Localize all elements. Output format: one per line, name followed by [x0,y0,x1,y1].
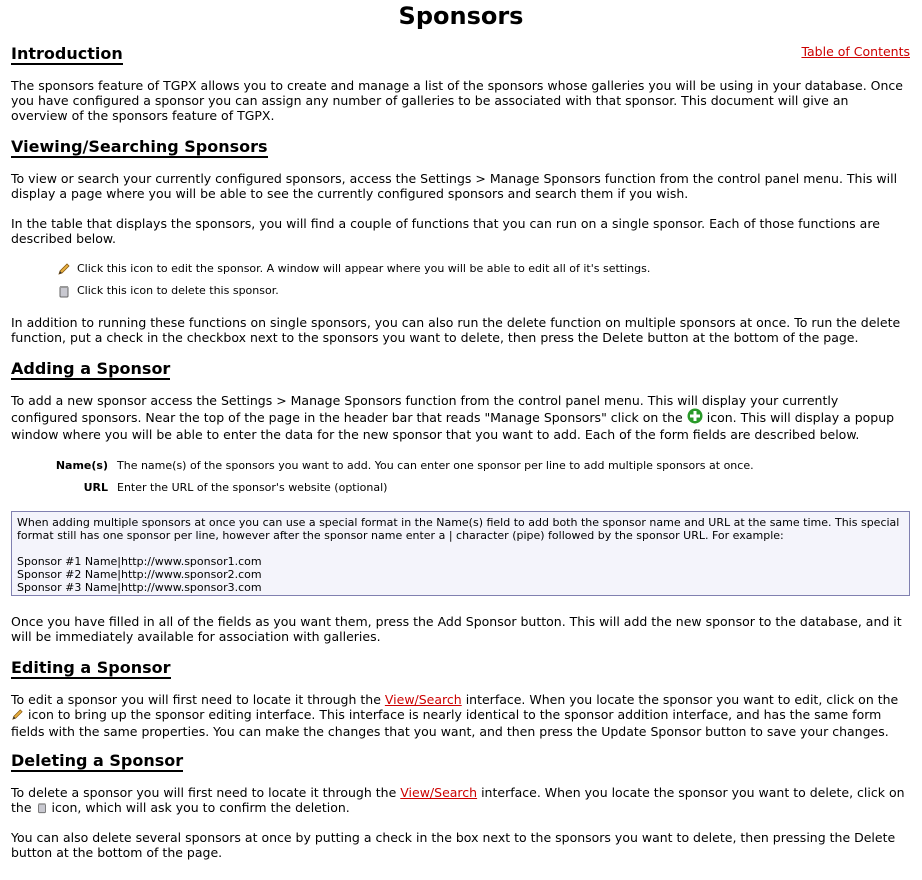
field-label-names: Name(s) [55,459,108,472]
edit-function-row [57,262,650,276]
green-plus-icon[interactable] [687,408,703,427]
view-search-link[interactable]: View/Search [384,692,462,707]
page-title: Sponsors [398,2,524,30]
deleting-paragraph-1 [11,785,907,817]
example-line: Sponsor #3 Name|http://www.sponsor3.com [17,581,262,594]
pencil-edit-icon[interactable] [57,262,71,276]
adding-paragraph-2: Once you have filled in all of the fields as you want them, press the Add Sponsor button. This will add the new sponsor to the database, and it will be immediately available for association with galleries. [11,614,902,644]
pencil-edit-icon[interactable] [11,708,24,724]
deleting-text-part-2: interface. When you locate the sponsor you want to delete, click on the [11,785,905,815]
field-desc-names: The name(s) of the sponsors you want to add. You can enter one sponsor per line to add multiple sponsors at once. [117,459,754,472]
trash-can-icon[interactable] [57,284,71,298]
adding-paragraph-1 [11,393,907,442]
adding-text-part-2: icon. This will display a popup window where you will be able to enter the data for the new sponsor that you want to add. Each of the form fields are described below. [11,410,895,442]
deleting-text-part-1: To delete a sponsor you will first need to locate it through the [11,785,397,800]
introduction-heading: Introduction [11,44,123,63]
viewing-searching-heading: Viewing/Searching Sponsors [11,137,268,156]
viewing-paragraph-3: In addition to running these functions on single sponsors, you can also run the delete function on multiple sponsors at once. To run the delete function, put a check in the checkbox next to the sponsors you want to delete, then press the Delete button at the bottom of the page. [11,315,901,345]
viewing-paragraph-1: To view or search your currently configured sponsors, access the Settings > Manage Sponsors function from the control panel menu. This will display a page where you will be able to see the currently configured sponsors and search them if you wish. [11,171,898,201]
deleting-heading: Deleting a Sponsor [11,751,184,770]
example-line: Sponsor #2 Name|http://www.sponsor2.com [17,568,262,581]
adding-text-part-1: To add a new sponsor access the Settings > Manage Sponsors function from the control panel menu. This will display your currently configured sponsors. Near the top of the page in the header bar that reads "Manage Sponsors" click on the [11,393,839,425]
deleting-text-part-3: icon, which will ask you to confirm the deletion. [51,800,350,815]
field-desc-url: Enter the URL of the sponsor's website (optional) [117,481,388,494]
delete-function-description: Click this icon to delete this sponsor. [77,284,279,297]
editing-paragraph [11,692,907,739]
adding-heading: Adding a Sponsor [11,359,171,378]
delete-function-row [57,284,279,298]
view-search-link[interactable]: View/Search [400,785,478,800]
multiple-sponsors-note [11,511,910,596]
example-line: Sponsor #1 Name|http://www.sponsor1.com [17,555,262,568]
deleting-paragraph-2: You can also delete several sponsors at once by putting a check in the box next to the sponsors you want to delete, then pressing the Delete button at the bottom of the page. [11,830,896,860]
edit-function-description: Click this icon to edit the sponsor. A window will appear where you will be able to edit all of it's settings. [77,262,651,275]
table-of-contents-link[interactable]: Table of Contents [801,44,910,59]
editing-text-part-3: icon to bring up the sponsor editing interface. This interface is nearly identical to the sponsor addition interface, and has the same form fields with the same properties. You can make the changes that you want, and then press the Update Sponsor button to save your changes. [11,707,889,739]
note-text: When adding multiple sponsors at once you can use a special format in the Name(s) field to add both the sponsor name and URL at the same time. This special format still has one sponsor per line, however after the sponsor name enter a | character (pipe) followed by the sponsor URL. For example: [17,516,900,542]
field-label-url: URL [83,481,108,494]
trash-can-icon[interactable] [36,801,48,817]
introduction-text: The sponsors feature of TGPX allows you to create and manage a list of the sponsors whose galleries you will be using in your database. Once you have configured a sponsor you can assign any number of galleries to be associated with that sponsor. This document will give an overview of the sponsors feature of TGPX. [11,78,903,123]
editing-heading: Editing a Sponsor [11,658,171,677]
viewing-paragraph-2: In the table that displays the sponsors, you will find a couple of functions that you can run on a single sponsor. Each of those functions are described below. [11,216,880,246]
editing-text-part-1: To edit a sponsor you will first need to locate it through the [11,692,381,707]
editing-text-part-2: interface. When you locate the sponsor you want to edit, click on the [465,692,899,707]
